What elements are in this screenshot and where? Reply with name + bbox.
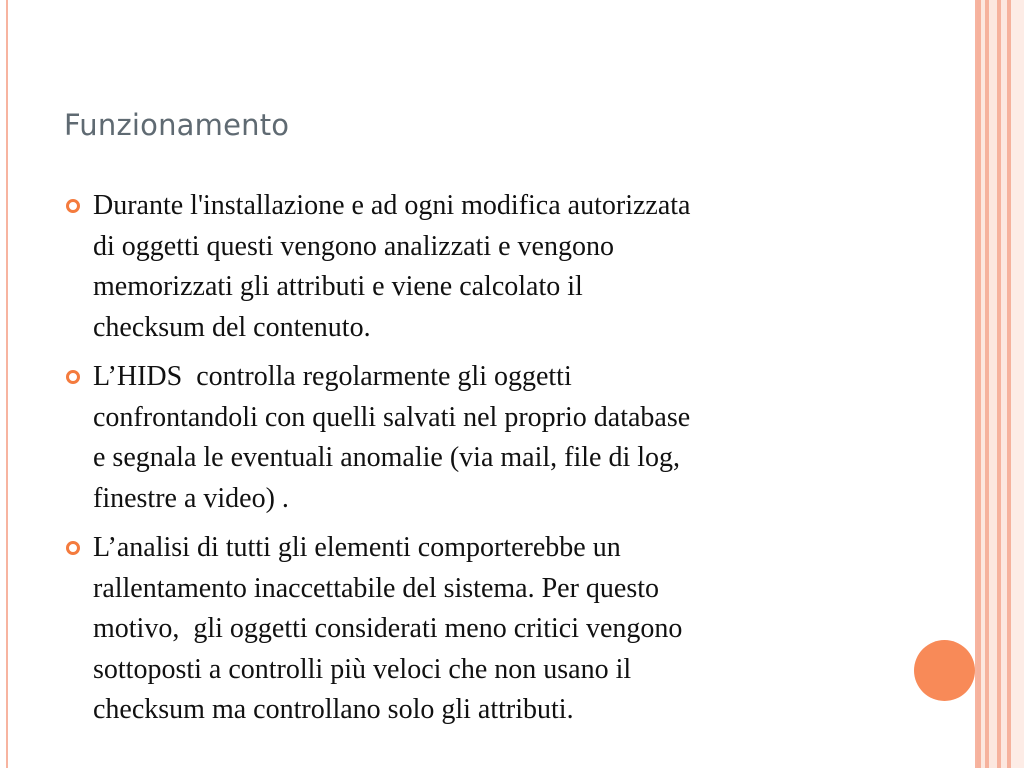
bullet-line: checksum ma controllano solo gli attributi. (93, 694, 574, 725)
circle-bullet-icon (66, 199, 80, 213)
circle-bullet-icon (66, 370, 80, 384)
bullet-line: confrontandoli con quelli salvati nel proprio database (93, 401, 691, 433)
bullet-line: rallentamento inaccettabile del sistema. Per questo (93, 572, 660, 604)
bullet-item (64, 528, 894, 731)
decorative-side-stripes (977, 0, 1024, 768)
bullet-line: memorizzati gli attributi e viene calcolato il (93, 271, 583, 302)
bullet-item (64, 357, 894, 519)
circle-bullet-icon (66, 541, 80, 555)
bullet-line: L’HIDS controlla regolarmente gli oggetti (93, 361, 572, 392)
slide-title: Funzionamento (64, 108, 290, 142)
bullet-item (64, 186, 894, 348)
bullet-line: sottoposti a controlli più veloci che non usano il (93, 653, 632, 685)
stripe-gap (1011, 0, 1024, 768)
bullet-line: motivo, gli oggetti considerati meno critici vengono (93, 613, 683, 644)
stripe-gap (989, 0, 997, 768)
bullet-line: di oggetti questi vengono analizzati e vengono (93, 230, 614, 262)
bullet-line: e segnala le eventuali anomalie (via mail, file di log, (93, 442, 681, 473)
bullet-line: Durante l'installazione e ad ogni modifica autorizzata (93, 190, 691, 221)
decorative-circle-icon (914, 640, 975, 701)
bullet-line: checksum del contenuto. (93, 311, 371, 343)
bullet-list (64, 186, 894, 740)
bullet-line: L’analisi di tutti gli elementi comporterebbe un (93, 532, 621, 563)
bullet-line: finestre a video) . (93, 482, 289, 514)
